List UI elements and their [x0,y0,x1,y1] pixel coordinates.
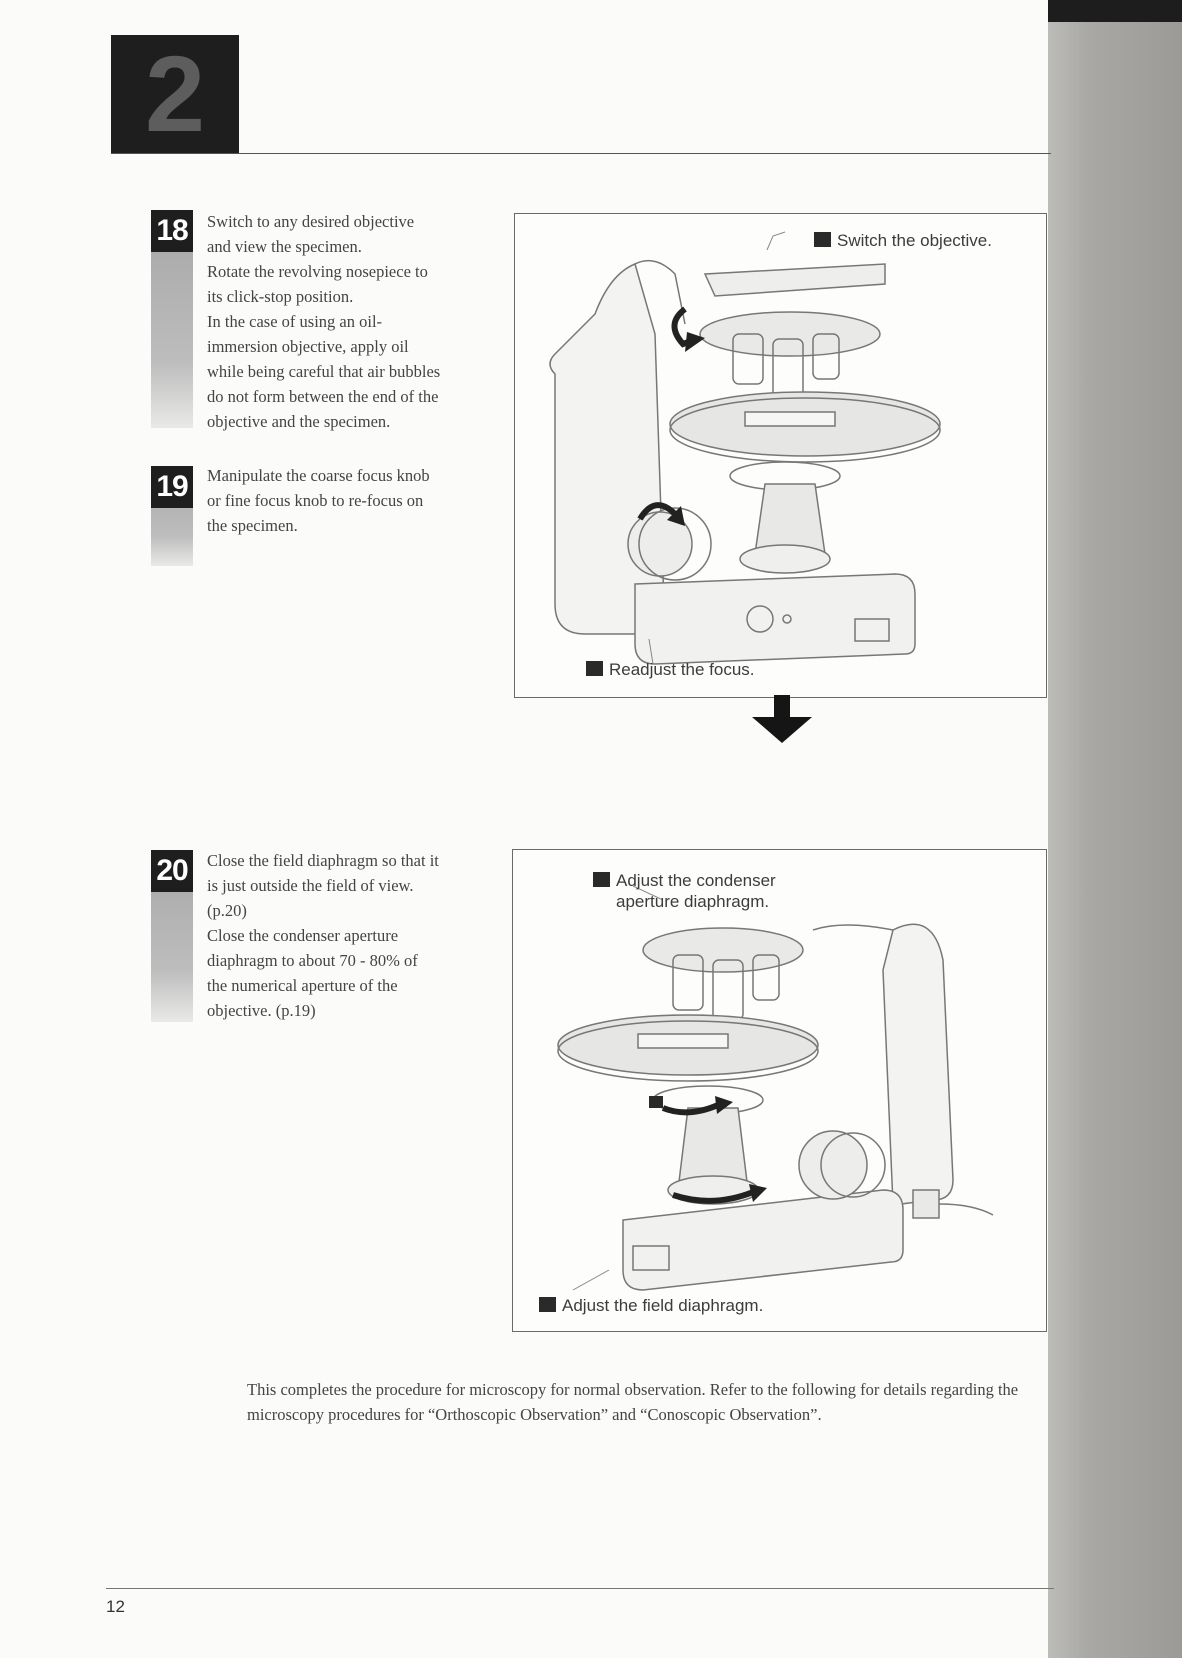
page-edge-shadow [1048,0,1182,1658]
step-20-line: diaphragm to about 70 - 80% of [207,951,418,970]
step-19-text [207,463,507,538]
down-arrow-icon [752,695,812,743]
figure-2-label-field: Adjust the field diaphragm. [539,1295,763,1316]
figure-1-label-focus: Readjust the focus. [586,659,755,680]
figure-2-label-condenser: Adjust the condenser aperture diaphragm. [593,870,776,912]
step-20-line: Close the condenser aperture [207,926,399,945]
step-20-line: the numerical aperture of the [207,976,398,995]
step-marker-icon [586,661,603,676]
step-18-line: objective and the specimen. [207,412,391,431]
step-marker-icon [539,1297,556,1312]
chapter-number-box: 2 [111,35,239,153]
step-19-line: Manipulate the coarse focus knob [207,466,430,485]
page-number: 12 [106,1597,125,1616]
step-18-line: while being careful that air bubbles [207,362,441,381]
figure-adjust-diaphragm [512,849,1047,1332]
step-18-text [207,209,507,434]
step-marker-icon [814,232,831,247]
figure-switch-objective [514,213,1047,698]
step-number-18: 18 [151,210,193,252]
step-18-line: Switch to any desired objective [207,212,415,231]
step-18-line: In the case of using an oil- [207,312,383,331]
step-20-line: (p.20) [207,901,247,920]
step-20-text [207,848,507,1023]
step-marker-icon [593,872,610,887]
step-20-line: Close the field diaphragm so that it [207,851,439,870]
figure-1-label-switch: Switch the objective. [814,230,992,251]
closing-paragraph: This completes the procedure for microscopy for normal observation. Refer to the following for details regarding the microscopy procedures for “Orthoscopic Observation” and “Conoscopic Observation”. [247,1380,1019,1424]
step-19-line: or fine focus knob to re-focus on [207,491,424,510]
header-rule [111,153,1051,154]
microscope-illustration-1 [515,214,1046,697]
microscope-illustration-2 [513,850,1046,1331]
step-18-line: Rotate the revolving nosepiece to [207,262,428,281]
step-18-line: and view the specimen. [207,237,362,256]
step-20-line: is just outside the field of view. [207,876,414,895]
step-18-line: its click-stop position. [207,287,354,306]
step-20-line: objective. (p.19) [207,1001,316,1020]
step-18-line: do not form between the end of the [207,387,439,406]
step-19-line: the specimen. [207,516,298,535]
step-number-20: 20 [151,850,193,892]
step-number-19: 19 [151,466,193,508]
page-edge-dark-corner [1048,0,1182,22]
step-18-line: immersion objective, apply oil [207,337,409,356]
footer-rule [106,1588,1054,1589]
